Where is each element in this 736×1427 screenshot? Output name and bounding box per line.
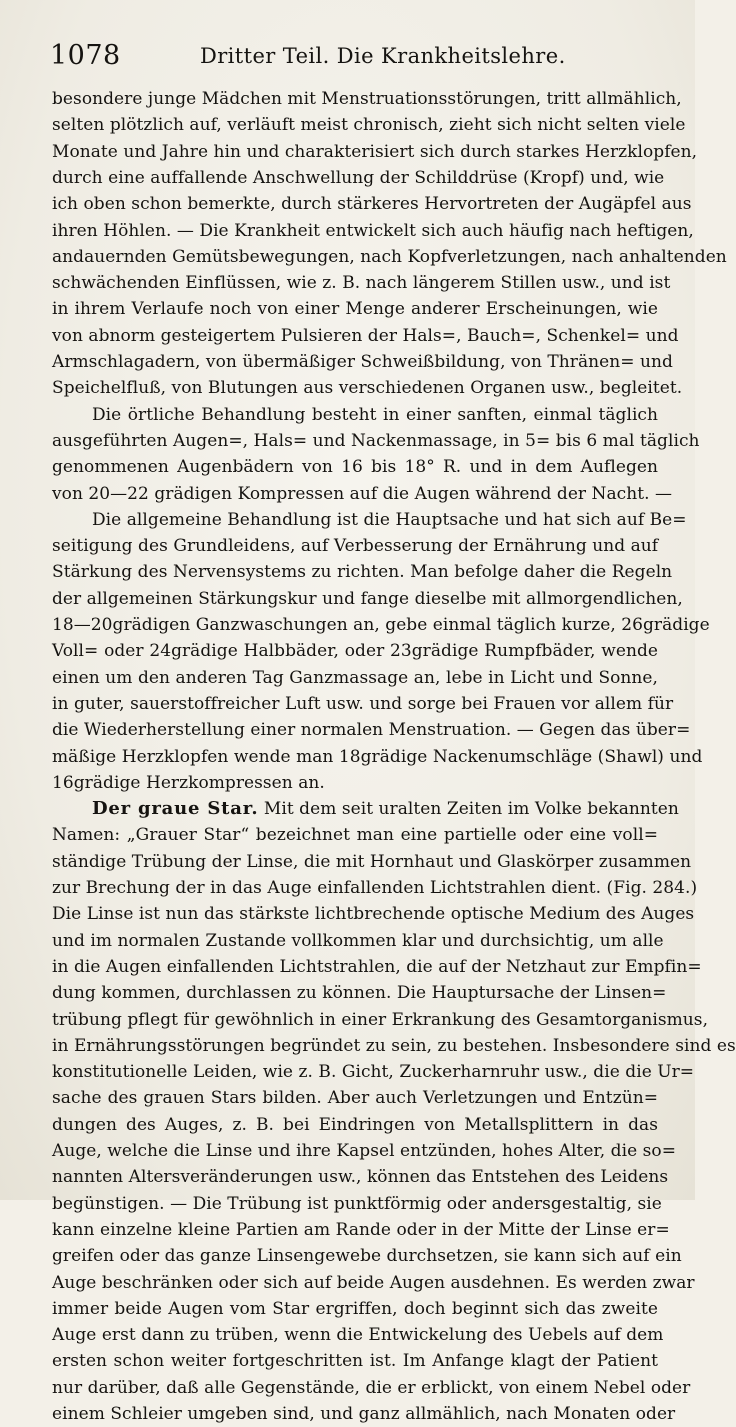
text-line [52,349,673,375]
line-text: begünstigen. — Die Trübung ist punktförmig oder andersgestaltig, sie [52,1193,662,1214]
line-text: in ihrem Verlaufe noch von einer Menge anderer Erscheinungen, wie [52,299,658,320]
line-text: genommenen Augenbädern von 16 bis 18° R. und in dem Auflegen [52,457,658,478]
text-line [52,454,658,480]
text-line [52,1375,691,1401]
text-line [52,875,698,901]
line-text: andauernden Gemütsbewegungen, nach Kopfverletzungen, nach anhaltenden [52,246,727,267]
text-line [52,244,727,270]
line-text: nannten Altersveränderungen usw., können das Entstehen des Leidens [52,1167,669,1188]
line-text: Stärkung des Nervensystems zu richten. Man befolge daher die Regeln [52,562,673,583]
text-line [52,717,691,743]
text-line [52,191,692,217]
text-line [52,1191,662,1217]
line-text: Die Linse ist nun das stärkste lichtbrechende optische Medium des Auges [52,904,695,925]
text-line [52,218,694,244]
line-text: ihren Höhlen. — Die Krankheit entwickelt sich auch häufig nach heftigen, [52,220,694,241]
line-text: Auge erst dann zu trüben, wenn die Entwickelung des Uebels auf dem [52,1325,664,1346]
text-line [52,928,664,954]
text-line [52,1033,736,1059]
line-text: der allgemeinen Stärkungskur und fange dieselbe mit allmorgendlichen, [52,588,683,609]
text-line [52,638,658,664]
line-text: zur Brechung der in das Auge einfallenden Lichtstrahlen dient. (Fig. 284.) [52,878,698,898]
text-line [52,402,658,428]
text-line [52,139,698,165]
line-text: ausgeführten Augen=, Hals= und Nackenmassage, in 5= bis 6 mal täglich [52,430,700,451]
text-line [52,1348,658,1374]
line-text: besondere junge Mädchen mit Menstruationsstörungen, tritt allmählich, [52,89,682,109]
text-line [52,1296,658,1322]
line-text: seitigung des Grundleidens, auf Verbesserung der Ernährung und auf [52,536,659,557]
text-line [52,665,658,691]
line-text: trübung pflegt für gewöhnlich in einer Erkrankung des Gesamtorganismus, [52,1009,709,1030]
page-number: 1078 [50,40,121,71]
text-line [52,1085,658,1111]
text-line [52,1164,669,1190]
text-line [52,744,703,770]
text-line [52,507,687,533]
text-line [52,1243,682,1269]
line-text: selten plötzlich auf, verläuft meist chronisch, zieht sich nicht selten viele [52,115,686,136]
text-line [52,428,700,454]
line-text: einen um den anderen Tag Ganzmassage an, lebe in Licht und Sonne, [52,667,658,688]
line-text: in guter, sauerstoffreicher Luft usw. und sorge bei Frauen vor allem für [52,693,674,714]
text-line [52,1007,709,1033]
line-text: Armschlagadern, von übermäßiger Schweißbildung, von Thränen= und [52,352,673,372]
text-line [52,822,658,848]
text-line [52,165,665,191]
line-text: ich oben schon bemerkte, durch stärkeres Hervortreten der Augäpfel aus [52,194,692,215]
line-text: die Wiederherstellung einer normalen Menstruation. — Gegen das über= [52,720,691,741]
text-line [52,559,673,585]
line-text: 18—20grädigen Ganzwaschungen an, gebe einmal täglich kurze, 26grädige [52,615,710,635]
line-text: immer beide Augen vom Star ergriffen, doch beginnt sich das zweite [52,1298,658,1319]
line-text: und im normalen Zustande vollkommen klar und durchsichtig, um alle [52,930,664,951]
line-text: konstitutionelle Leiden, wie z. B. Gicht, Zuckerharnruhr usw., die die Ur= [52,1062,695,1083]
line-text: schwächenden Einflüssen, wie z. B. nach längerem Stillen usw., und ist [52,273,671,294]
line-text: 16grädige Herzkompressen an. [52,772,325,793]
text-line [52,612,710,638]
text-line [52,270,671,296]
text-line [52,1270,695,1296]
line-text: Namen: „Grauer Star“ bezeichnet man eine partielle oder eine voll= [52,825,658,846]
text-line [52,849,692,875]
text-line [52,1059,695,1085]
line-text: greifen oder das ganze Linsengewebe durchsetzen, sie kann sich auf ein [52,1246,682,1267]
text-line [52,980,667,1006]
text-line [52,1138,676,1164]
text-line [52,1217,670,1243]
line-text: Speichelfluß, von Blutungen aus verschiedenen Organen usw., begleitet. [52,378,683,399]
line-text: dungen des Auges, z. B. bei Eindringen von Metallsplittern in das [52,1114,658,1135]
line-text: sache des grauen Stars bilden. Aber auch Verletzungen und Entzün= [52,1088,658,1109]
line-text: Monate und Jahre hin und charakterisiert sich durch starkes Herzklopfen, [52,141,698,162]
text-line [52,86,682,112]
text-line [52,586,683,612]
line-text: Voll= oder 24grädige Halbbäder, oder 23grädige Rumpfbäder, wende [52,641,658,662]
line-text: kann einzelne kleine Partien am Rande oder in der Mitte der Linse er= [52,1219,670,1240]
text-line [52,112,686,138]
line-text: mäßige Herzklopfen wende man 18grädige Nackenumschläge (Shawl) und [52,746,703,767]
line-text: ständige Trübung der Linse, die mit Hornhaut und Glaskörper zusammen [52,851,692,872]
line-text: nur darüber, daß alle Gegenstände, die er erblickt, von einem Nebel oder [52,1377,691,1398]
line-text: einem Schleier umgeben sind, und ganz allmählich, nach Monaten oder [52,1404,676,1424]
line-text: von 20—22 grädigen Kompressen auf die Augen während der Nacht. — [52,483,673,504]
line-text: Die allgemeine Behandlung ist die Hauptsache und hat sich auf Be= [92,509,687,530]
running-head: Dritter Teil. Die Krankheitslehre. [200,44,566,68]
line-text: von abnorm gesteigertem Pulsieren der Hals=, Bauch=, Schenkel= und [52,325,679,346]
text-line [52,1112,658,1138]
text-line [52,1322,664,1348]
text-line [52,691,674,717]
text-line [52,954,702,980]
page-header [50,36,650,76]
line-text: Auge beschränken oder sich auf beide Augen ausdehnen. Es werden zwar [52,1272,695,1293]
line-text: Auge, welche die Linse und ihre Kapsel entzünden, hohes Alter, die so= [52,1141,676,1161]
line-text: in Ernährungsstörungen begründet zu sein, zu bestehen. Insbesondere sind es [52,1035,736,1056]
text-line [52,770,658,796]
line-text: in die Augen einfallenden Lichtstrahlen, die auf der Netzhaut zur Empfin= [52,956,702,977]
line-text: Mit dem seit uralten Zeiten im Volke bekannten [258,799,679,820]
text-line [52,533,658,559]
line-text: durch eine auffallende Anschwellung der Schilddrüse (Kropf) und, wie [52,167,665,188]
section-heading-line [52,796,679,822]
text-line [52,901,695,927]
line-text: ersten schon weiter fortgeschritten ist. Im Anfange klagt der Patient [52,1351,658,1372]
section-heading: Der graue Star. [92,798,259,820]
line-text: dung kommen, durchlassen zu können. Die Hauptursache der Linsen= [52,983,667,1004]
text-line [52,375,683,401]
line-text: Die örtliche Behandlung besteht in einer sanften, einmal täglich [92,404,658,425]
text-line [52,1401,676,1427]
text-line [52,323,679,349]
text-line [52,296,658,322]
text-line [52,481,673,507]
